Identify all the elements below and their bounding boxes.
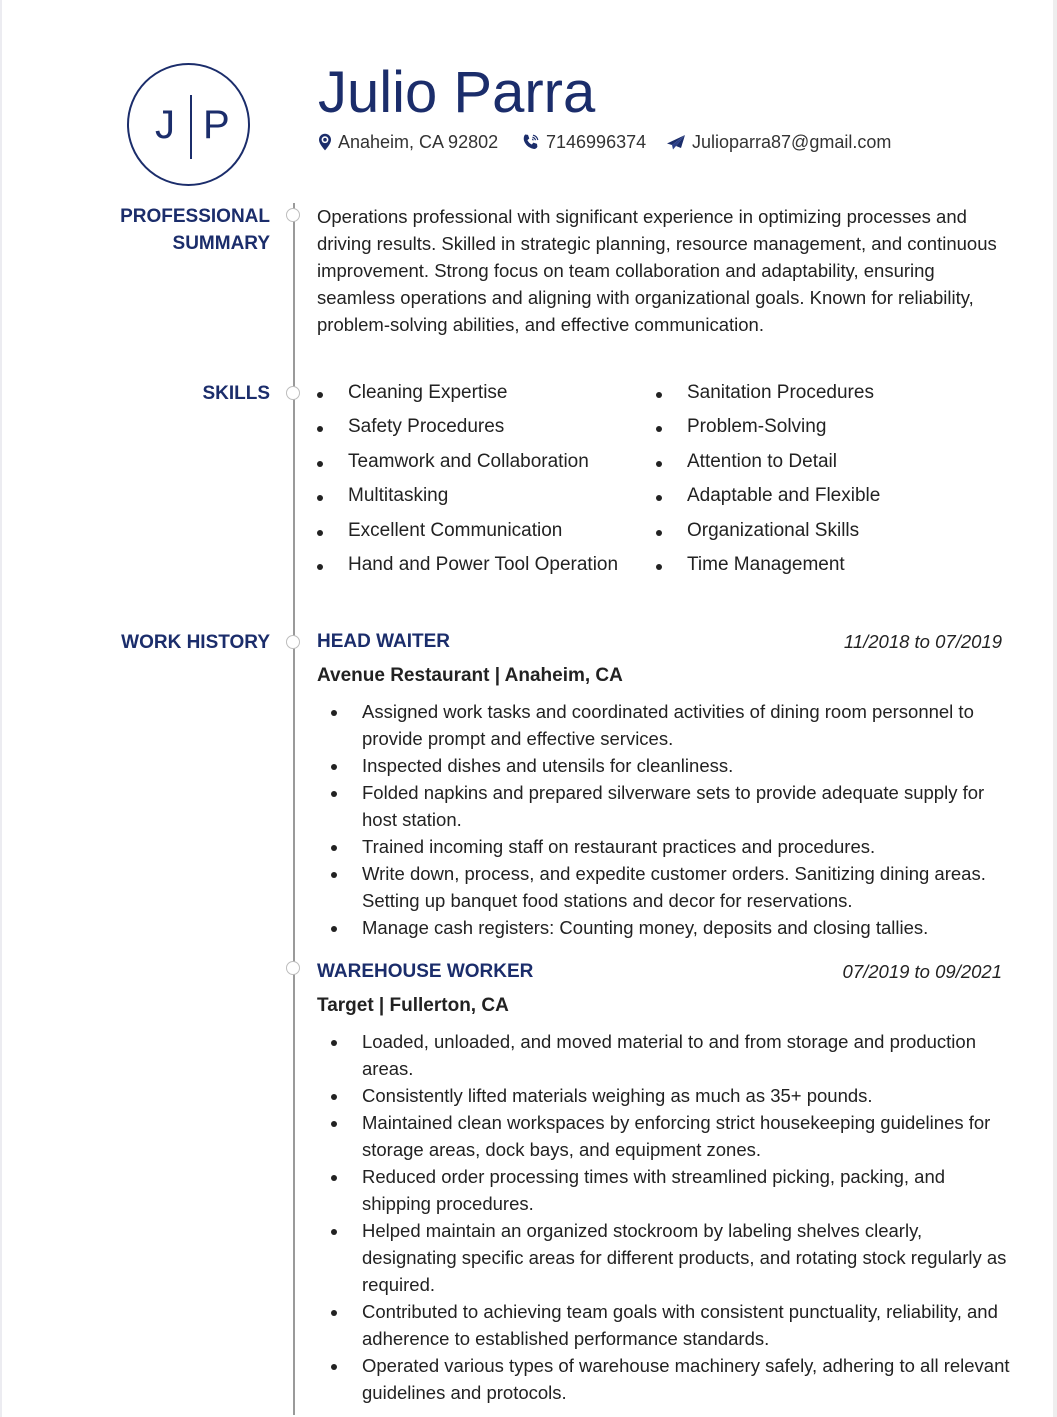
duty-item: Helped maintain an organized stockroom by labeling shelves clearly, designating specific areas for different products, and rotating stock regularly as required.: [362, 1217, 1012, 1298]
skills-list-right: [687, 380, 880, 586]
skill-item: Time Management: [687, 552, 880, 586]
candidate-name: Julio Parra: [318, 60, 596, 125]
job-dates: 07/2019 to 09/2021: [842, 961, 1002, 982]
skill-item: Teamwork and Collaboration: [348, 449, 618, 483]
timeline-node-job-2: [286, 961, 300, 975]
location-text: Anaheim, CA 92802: [338, 131, 499, 152]
phone-text: 7146996374: [546, 131, 647, 152]
monogram-logo: [127, 63, 250, 186]
contact-location: [318, 130, 498, 154]
timeline-line: [293, 203, 295, 1415]
skill-item: Organizational Skills: [687, 518, 880, 552]
section-heading-skills: SKILLS: [202, 383, 270, 404]
skill-item: Hand and Power Tool Operation: [348, 552, 618, 586]
page-edge-left: [0, 0, 2, 1417]
section-heading-work-history: WORK HISTORY: [121, 632, 270, 653]
job-title: WAREHOUSE WORKER: [317, 961, 534, 982]
email-link[interactable]: Julioparra87@gmail.com: [692, 131, 892, 152]
monogram-first-initial: J: [155, 103, 175, 147]
duty-item: Assigned work tasks and coordinated activities of dining room personnel to provide prompt and effective services.: [362, 698, 1012, 752]
duty-item: Loaded, unloaded, and moved material to and from storage and production areas.: [362, 1028, 1012, 1082]
scrollbar-track[interactable]: [1053, 0, 1057, 1417]
summary-text: Operations professional with significant experience in optimizing processes and driving results. Skilled in strategic planning, resource management, and continuous improvement. Strong focus on team collaboration and adaptability, ensuring seamless operations and aligning with organizational goals. Known for reliability, problem-solving abilities, and effective communication.: [317, 206, 997, 335]
job-duties-list: [362, 1028, 1012, 1406]
duty-item: Contributed to achieving team goals with consistent punctuality, reliability, and adherence to established performance standards.: [362, 1298, 1012, 1352]
skill-item: Cleaning Expertise: [348, 380, 618, 414]
duty-item: Write down, process, and expedite customer orders. Sanitizing dining areas. Setting up banquet food stations and decor for reservations.: [362, 860, 1012, 914]
duty-item: Reduced order processing times with streamlined picking, packing, and shipping procedures.: [362, 1163, 1012, 1217]
duty-item: Folded napkins and prepared silverware sets to provide adequate supply for host station.: [362, 779, 1012, 833]
contact-phone: [522, 130, 646, 154]
skill-item: Multitasking: [348, 483, 618, 517]
duty-item: Manage cash registers: Counting money, deposits and closing tallies.: [362, 914, 1012, 941]
job-duties-list: [362, 698, 1012, 941]
map-pin-icon: [318, 133, 332, 151]
skill-item: Sanitation Procedures: [687, 380, 880, 414]
job-company: Target | Fullerton, CA: [317, 995, 509, 1016]
duty-item: Inspected dishes and utensils for cleanliness.: [362, 752, 1012, 779]
contact-email: [666, 130, 891, 154]
timeline-node-skills: [286, 386, 300, 400]
skill-item: Adaptable and Flexible: [687, 483, 880, 517]
heading-line: SUMMARY: [172, 233, 270, 254]
phone-icon: [522, 133, 540, 151]
monogram-last-initial: P: [203, 103, 230, 147]
skill-item: Safety Procedures: [348, 414, 618, 448]
skill-item: Excellent Communication: [348, 518, 618, 552]
job-company: Avenue Restaurant | Anaheim, CA: [317, 665, 623, 686]
duty-item: Operated various types of warehouse machinery safely, adhering to all relevant guidelines and protocols.: [362, 1352, 1012, 1406]
skill-item: Attention to Detail: [687, 449, 880, 483]
skill-item: Problem-Solving: [687, 414, 880, 448]
section-heading-professional-summary: [120, 203, 270, 257]
heading-line: PROFESSIONAL: [120, 206, 270, 227]
skills-list-left: [348, 380, 618, 586]
timeline-node-work-history: [286, 635, 300, 649]
timeline-node-summary: [286, 208, 300, 222]
job-title: HEAD WAITER: [317, 631, 450, 652]
monogram-divider: [190, 95, 192, 159]
duty-item: Maintained clean workspaces by enforcing strict housekeeping guidelines for storage areas, dock bays, and equipment zones.: [362, 1109, 1012, 1163]
paper-plane-icon: [666, 134, 686, 150]
job-dates: 11/2018 to 07/2019: [843, 631, 1002, 652]
duty-item: Consistently lifted materials weighing as much as 35+ pounds.: [362, 1082, 1012, 1109]
duty-item: Trained incoming staff on restaurant practices and procedures.: [362, 833, 1012, 860]
